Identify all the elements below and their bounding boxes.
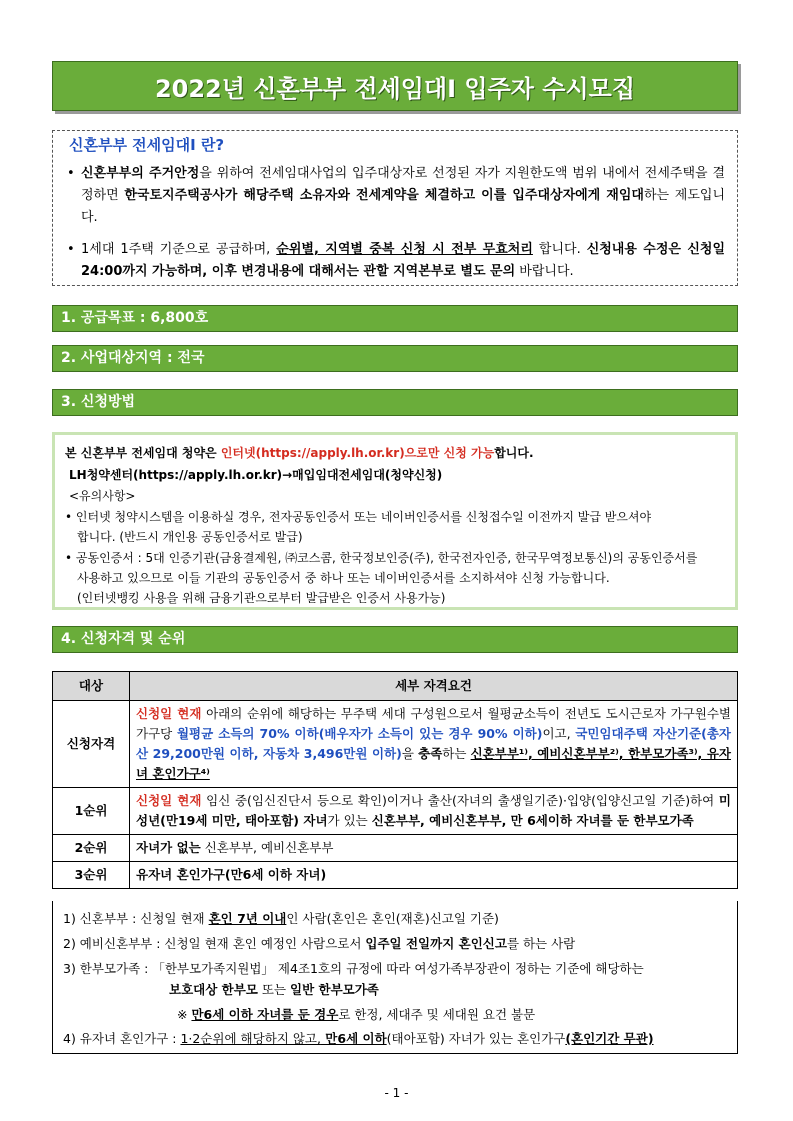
- n4-a: 4) 유자녀 혼인가구 :: [63, 1031, 181, 1046]
- n1-bu: 혼인 7년 이내: [208, 911, 287, 926]
- intro-b2-text3: 바랍니다.: [515, 264, 574, 279]
- r2-t1: 임신 중(임신진단서 등으로 확인)이거나 출산(자녀의 출생일기준)·입양(입양신고일 기준)하여: [201, 793, 719, 808]
- row-body-rank3: [130, 862, 738, 889]
- r1-t3: 을: [401, 746, 419, 761]
- intro-b2-text1: 1세대 1주택 기준으로 공급하며,: [81, 242, 277, 257]
- r1-t2: 이고,: [542, 726, 576, 741]
- intro-b1-bold2: 한국토지주택공사가 해당주택 소유자와 전세계약을 체결하고 이를 입주대상자에게 재임대: [124, 188, 644, 203]
- intro-b1-text1: 을 위하여 전세임대사업의 입주대상자로 선정된 자가 지원한도액 범위 내에서 전세주택을 결정하면: [81, 166, 725, 203]
- intro-b1-text2: 하는 제도입니다.: [81, 188, 725, 225]
- row-label-rank2: 2순위: [53, 835, 130, 862]
- section-eligibility: 4. 신청자격 및 순위: [52, 626, 738, 653]
- n4-u1: 1·2순위에 해당하지 않고,: [180, 1031, 321, 1046]
- table-header-requirements: 세부 자격요건: [130, 672, 738, 701]
- r1-blue1: 월평균 소득의 70% 이하(배우자가 소득이 있는 경우 90% 이하): [176, 726, 543, 741]
- table-row: [53, 862, 738, 889]
- n1-a: 1) 신혼부부 : 신청일 현재: [63, 911, 209, 926]
- n3-c-post: 로 한정, 세대주 및 세대원 요건 불문: [338, 1007, 536, 1022]
- r2-b1: 미성년(만19세 미만, 태아포함) 자녀: [136, 793, 731, 828]
- n3-b1: 보호대상 한부모: [169, 982, 258, 997]
- table-row: [53, 701, 738, 788]
- notice-l1-a: 본 신혼부부 전세임대 청약은: [65, 446, 221, 460]
- notice-line-1: [65, 443, 725, 463]
- footnote-1: [63, 909, 727, 929]
- bullet-icon: •: [67, 166, 75, 181]
- r2-b2: 신혼부부, 예비신혼부부, 만 6세이하 자녀를 둔 한부모가족: [371, 813, 694, 828]
- intro-heading: 신혼부부 전세임대Ⅰ 란?: [69, 136, 225, 154]
- notice-line-6: [65, 548, 725, 568]
- n3-c-pre: ※: [177, 1007, 192, 1022]
- r1-t4: 하는: [442, 746, 471, 761]
- notice-line-7: 사용하고 있으므로 이들 기관의 공동인증서 중 하나 또는 네이버인증서를 소지하셔야 신청 가능합니다.: [77, 571, 610, 585]
- notice-line-2[interactable]: LH청약센터(https://apply.lh.or.kr)→매입임대전세임대(청약신청): [69, 468, 443, 482]
- n4-bu: (혼인기간 무관): [565, 1031, 654, 1046]
- table-row: [53, 835, 738, 862]
- n2-b: 를 하는 사람: [506, 936, 576, 951]
- page-title-bar: [52, 61, 738, 111]
- notice-l1-b: 합니다.: [494, 446, 534, 460]
- footnote-3: 3) 한부모가족 : 「한부모가족지원법」 제4조1호의 규정에 따라 여성가족부장관이 정하는 기준에 해당하는: [63, 961, 644, 976]
- row-body-rank1: [130, 788, 738, 835]
- r3-t1: 신혼부부, 예비신혼부부: [200, 840, 334, 855]
- section-supply-target: 1. 공급목표 : 6,800호: [52, 305, 738, 332]
- section-target-region: 2. 사업대상지역 : 전국: [52, 345, 738, 372]
- row-body-eligibility: [130, 701, 738, 788]
- r1-u1: 신혼부부¹⁾, 예비신혼부부²⁾, 한부모가족³⁾, 유자녀 혼인가구⁴⁾: [136, 746, 731, 781]
- notice-l6: 공동인증서 : 5대 인증기관(금융결제원, ㈜코스콤, 한국정보인증(주), 한국전자인증, 한국무역정보통신)의 공동인증서를: [75, 551, 698, 565]
- table-header-row: [53, 672, 738, 701]
- notice-l1-red[interactable]: 인터넷(https://apply.lh.or.kr)으로만 신청 가능: [220, 446, 495, 460]
- table-row: [53, 788, 738, 835]
- application-notice-box: [52, 432, 738, 610]
- n2-b1: 입주일 전일까지 혼인신고: [365, 936, 507, 951]
- intro-box: [52, 130, 738, 286]
- intro-bullet-1: [67, 163, 725, 229]
- footnote-3-line2: [169, 980, 727, 1000]
- footnotes-box: [52, 901, 738, 1054]
- footnote-2: [63, 934, 727, 954]
- r4-b1: 유자녀 혼인가구(만6세 이하 자녀): [136, 867, 327, 882]
- row-label-eligibility: 신청자격: [53, 701, 130, 788]
- intro-b2-bold1: 순위별, 지역별 중복 신청 시 전부 무효처리: [276, 242, 533, 257]
- eligibility-table: [52, 671, 738, 889]
- notice-l4: 인터넷 청약시스템을 이용하실 경우, 전자공동인증서 또는 네이버인증서를 신청접수일 이전까지 발급 받으셔야: [75, 510, 652, 524]
- r1-b1: 충족: [418, 746, 443, 761]
- page-title: 2022년 신혼부부 전세임대Ⅰ 입주자 수시모집: [154, 74, 636, 103]
- r3-b1: 자녀가 없는: [136, 840, 201, 855]
- intro-bullet-2: [67, 239, 725, 283]
- row-label-rank3: 3순위: [53, 862, 130, 889]
- bullet-icon: •: [65, 551, 76, 565]
- r2-red: 신청일 현재: [136, 793, 202, 808]
- notice-line-8: (인터넷뱅킹 사용을 위해 금융기관으로부터 발급받은 인증서 사용가능): [77, 591, 446, 605]
- n3-b3: 일반 한부모가족: [290, 982, 379, 997]
- footnote-3-line3: [177, 1005, 727, 1025]
- r1-t1: 아래의 순위에 해당하는 무주택 세대 구성원으로서 월평균소득이 전년도 도시근로자 가구원수별 가구당: [136, 706, 731, 741]
- section-application-method: 3. 신청방법: [52, 389, 738, 416]
- bullet-icon: •: [67, 242, 75, 257]
- r1-red: 신청일 현재: [136, 706, 202, 721]
- notice-line-3: <유의사항>: [69, 489, 136, 503]
- row-label-rank1: 1순위: [53, 788, 130, 835]
- n2-a: 2) 예비신혼부부 : 신청일 현재 혼인 예정인 사람으로서: [63, 936, 366, 951]
- n3-c-bu: 만6세 이하 자녀를 둔 경우: [191, 1007, 339, 1022]
- page-number: - 1 -: [384, 1086, 409, 1100]
- notice-line-5: 합니다. (반드시 개인용 공동인증서로 발급): [77, 530, 303, 544]
- row-body-rank2: [130, 835, 738, 862]
- table-header-target: 대상: [53, 672, 130, 701]
- bullet-icon: •: [65, 510, 76, 524]
- r2-t2: 가 있는: [327, 813, 372, 828]
- n4-b1: 만6세 이하: [320, 1031, 387, 1046]
- n3-b2: 또는: [257, 982, 290, 997]
- intro-b2-text2: 합니다.: [532, 242, 587, 257]
- n4-b: (태아포함) 자녀가 있는 혼인가구: [386, 1031, 566, 1046]
- r1-blue2: 국민임대주택 자산기준(총자산 29,200만원 이하, 자동차 3,496만원 이하): [136, 726, 732, 761]
- intro-b2-bold2: 신청내용 수정은 신청일 24:00까지 가능하며, 이후 변경내용에 대해서는 관할 지역본부로 별도 문의: [81, 242, 726, 279]
- intro-b1-bold1: 신혼부부의 주거안정: [81, 166, 200, 181]
- footnote-4: [63, 1029, 727, 1049]
- notice-line-4: [65, 507, 725, 527]
- n1-b: 인 사람(혼인은 혼인(재혼)신고일 기준): [286, 911, 499, 926]
